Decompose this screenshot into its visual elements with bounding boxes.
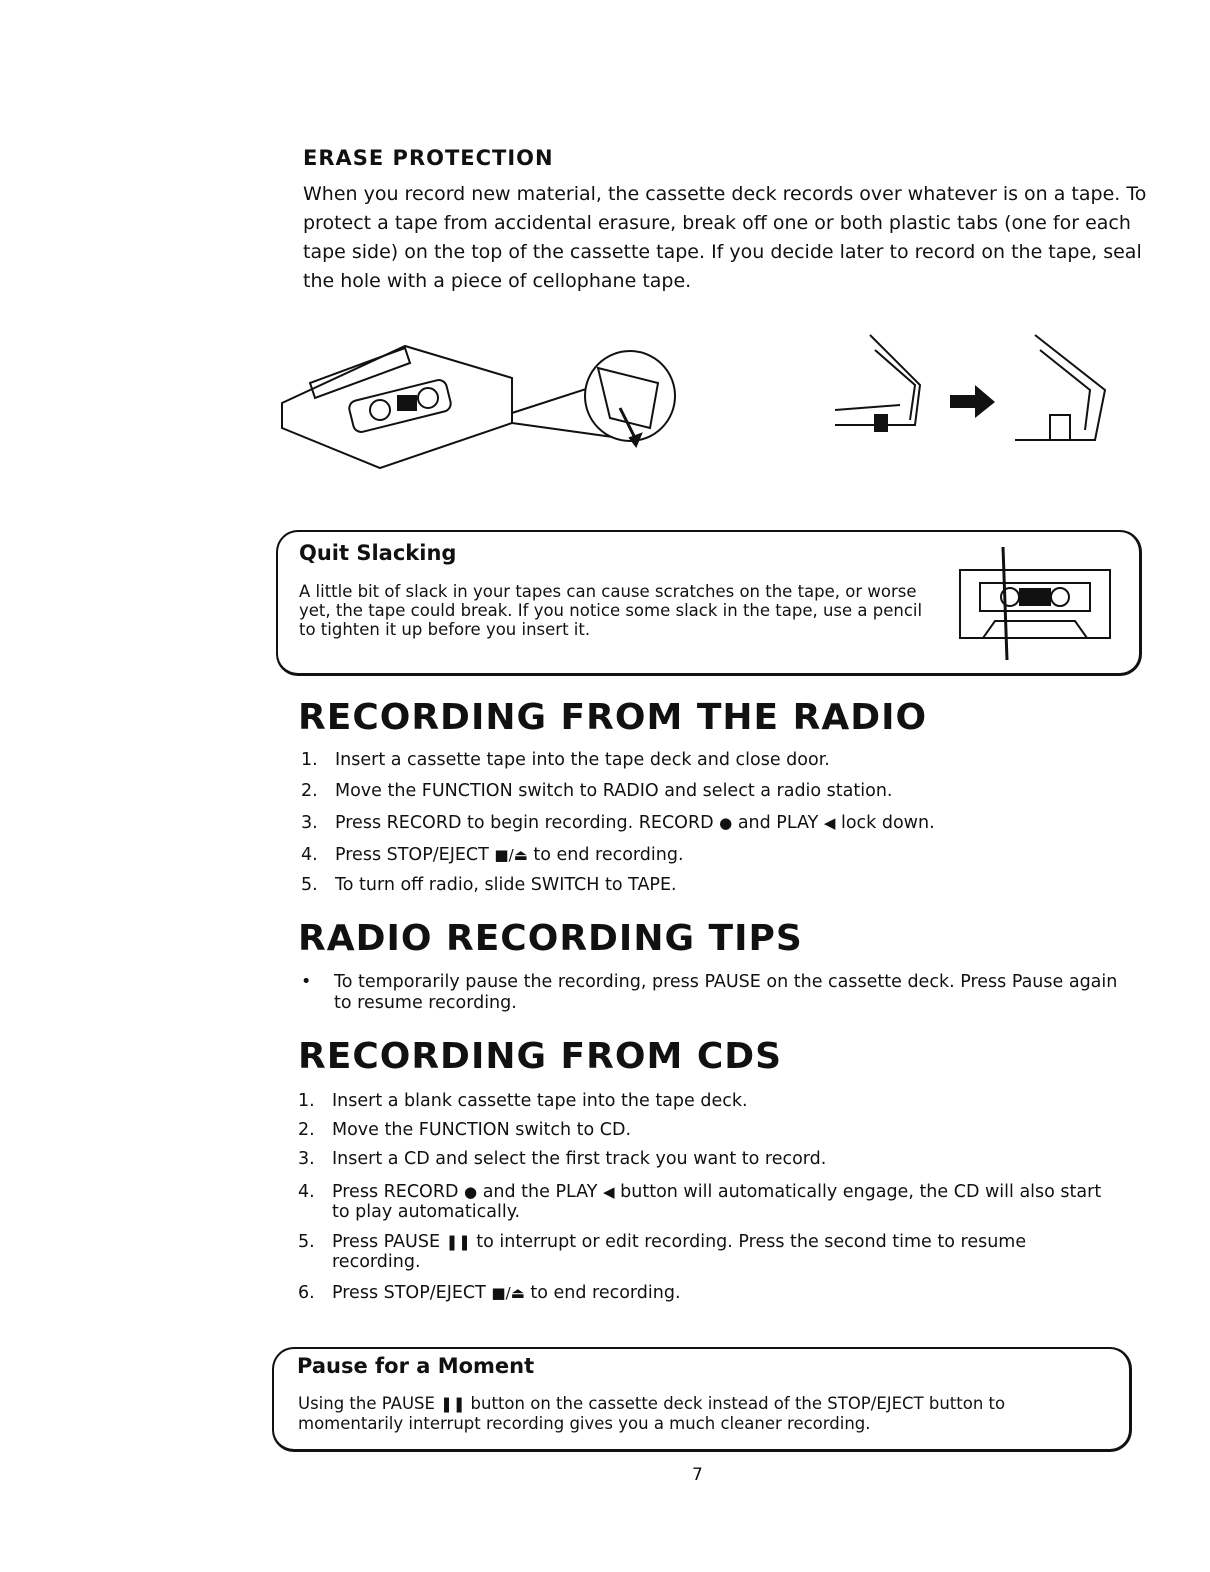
step-text: Move the FUNCTION switch to RADIO and select a radio station.	[335, 781, 893, 801]
pause-moment-text-part: Using the PAUSE	[298, 1394, 441, 1413]
erase-protection-paragraph: When you record new material, the cassette deck records over whatever is on a tape. To protect a tape from accidental erasure, break off one or both plastic tabs (one for each tape side) on the top of the cassette tape. If you decide later to record on the tape, seal the hole with a piece of cellophane tape.	[303, 183, 1147, 292]
step-text: and the PLAY	[477, 1182, 604, 1202]
step-text: Press STOP/EJECT	[332, 1283, 492, 1303]
tips-text: To temporarily pause the recording, press PAUSE on the cassette deck. Press Pause again to resume recording.	[334, 972, 1118, 1013]
stop-eject-icon: ■/⏏	[491, 1284, 525, 1302]
step-text: To turn off radio, slide SWITCH to TAPE.	[335, 875, 677, 895]
step-text: Press RECORD to begin recording. RECORD	[335, 813, 720, 833]
step-text: Insert a CD and select the first track you want to record.	[332, 1149, 827, 1169]
step-number: 3.	[301, 813, 318, 833]
step-text: Press PAUSE	[332, 1232, 446, 1252]
pause-icon: ❚❚	[440, 1395, 466, 1413]
list-item	[298, 1283, 1118, 1313]
sealed-tab-illustration	[825, 330, 1125, 450]
list-item	[298, 1091, 1118, 1120]
step-number: 1.	[298, 1091, 315, 1111]
list-item	[301, 875, 1161, 905]
pencil-cassette-icon	[955, 545, 1125, 663]
radio-heading: RECORDING FROM THE RADIO	[298, 697, 928, 738]
cds-steps-list	[298, 1091, 1118, 1313]
play-icon: ◀	[603, 1183, 615, 1201]
quit-slacking-title: Quit Slacking	[299, 541, 457, 565]
step-text: and PLAY	[732, 813, 824, 833]
list-item	[298, 1182, 1118, 1232]
tips-item	[301, 972, 1131, 1014]
pause-moment-title: Pause for a Moment	[297, 1354, 535, 1378]
list-item	[301, 750, 1161, 781]
list-item	[298, 1149, 1118, 1182]
cassette-tab-illustration	[280, 328, 700, 478]
cds-heading: RECORDING FROM CDS	[298, 1036, 783, 1077]
pause-moment-text-part: button on the cassette deck instead of the STOP/EJECT button to momentarily interrupt recording gives you a much cleaner recording.	[298, 1394, 1006, 1433]
step-number: 3.	[298, 1149, 315, 1169]
quit-slacking-text: A little bit of slack in your tapes can cause scratches on the tape, or worse yet, the tape could break. If you notice some slack in the tape, use a pencil to tighten it up before you insert it.	[299, 582, 923, 639]
step-number: 5.	[298, 1232, 315, 1252]
step-text: lock down.	[835, 813, 935, 833]
record-icon: ●	[464, 1183, 478, 1201]
step-text: Insert a blank cassette tape into the tape deck.	[332, 1091, 748, 1111]
step-text: Insert a cassette tape into the tape deck and close door.	[335, 750, 830, 770]
step-text: to end recording.	[527, 845, 684, 865]
list-item	[301, 781, 1161, 813]
list-item	[301, 845, 1161, 875]
pause-moment-text	[298, 1394, 1078, 1433]
stop-eject-icon: ■/⏏	[494, 846, 528, 864]
pause-icon: ❚❚	[445, 1233, 471, 1251]
step-number: 2.	[301, 781, 318, 801]
step-text: Press RECORD	[332, 1182, 465, 1202]
step-text: button will automatically engage, the CD will also start to play automatically.	[332, 1182, 1102, 1222]
list-item	[298, 1232, 1118, 1283]
list-item	[298, 1120, 1118, 1149]
step-number: 5.	[301, 875, 318, 895]
record-icon: ●	[719, 814, 733, 832]
step-text: Press STOP/EJECT	[335, 845, 495, 865]
tips-heading: RADIO RECORDING TIPS	[298, 918, 803, 959]
step-text: Move the FUNCTION switch to CD.	[332, 1120, 632, 1140]
bullet: •	[301, 972, 312, 992]
step-number: 2.	[298, 1120, 315, 1140]
list-item	[301, 813, 1161, 845]
step-text: to end recording.	[524, 1283, 681, 1303]
step-text: to interrupt or edit recording. Press the second time to resume recording.	[332, 1232, 1027, 1272]
step-number: 6.	[298, 1283, 315, 1303]
step-number: 1.	[301, 750, 318, 770]
page-number: 7	[692, 1465, 703, 1485]
play-icon: ◀	[823, 814, 836, 832]
radio-steps-list	[301, 750, 1161, 905]
arrow-right-icon	[950, 385, 995, 418]
step-number: 4.	[298, 1182, 315, 1202]
erase-protection-heading: ERASE PROTECTION	[303, 146, 554, 170]
step-number: 4.	[301, 845, 318, 865]
